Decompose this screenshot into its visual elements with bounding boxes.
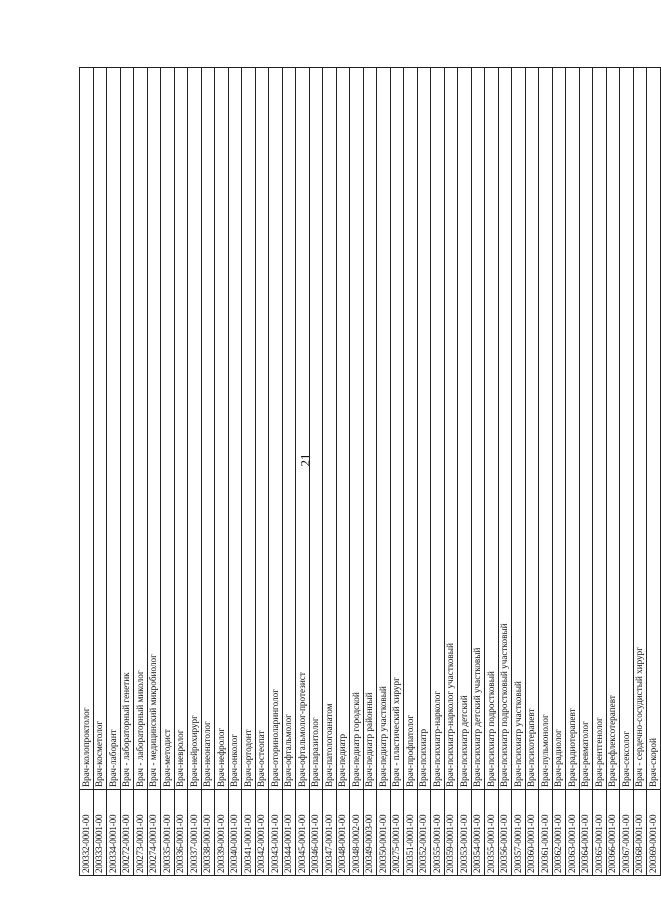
table-row bbox=[552, 68, 566, 876]
table-row bbox=[404, 68, 418, 876]
occupation-name-cell: Врач-психиатр подростковый bbox=[485, 68, 499, 790]
table-row bbox=[458, 68, 472, 876]
occupation-name-cell: Врач-офтальмолог-протезист bbox=[296, 68, 310, 790]
occupation-code-cell: 200369-0001-00 bbox=[647, 790, 661, 876]
table-row bbox=[539, 68, 553, 876]
occupation-code-table bbox=[79, 67, 661, 876]
table-row bbox=[309, 68, 323, 876]
occupation-code-cell: 200365-0001-00 bbox=[593, 790, 607, 876]
table-row bbox=[647, 68, 661, 876]
occupation-code-cell: 200275-0001-00 bbox=[390, 790, 404, 876]
table-row bbox=[377, 68, 391, 876]
occupation-name-cell: Врач-педиатр bbox=[336, 68, 350, 790]
occupation-name-cell: Врач-неонатолог bbox=[201, 68, 215, 790]
table-row bbox=[606, 68, 620, 876]
table-row bbox=[228, 68, 242, 876]
occupation-name-cell: Врач-психиатр детский bbox=[458, 68, 472, 790]
rotated-table-container bbox=[79, 68, 658, 876]
occupation-name-cell: Врач - лабораторный миколог bbox=[134, 68, 148, 790]
occupation-name-cell: Врач - пластический хирург bbox=[390, 68, 404, 790]
table-row bbox=[93, 68, 107, 876]
table-row bbox=[444, 68, 458, 876]
occupation-code-cell: 200344-0001-00 bbox=[282, 790, 296, 876]
table-row bbox=[471, 68, 485, 876]
table-row bbox=[134, 68, 148, 876]
occupation-code-cell: 200357-0001-00 bbox=[512, 790, 526, 876]
occupation-name-cell: Врач-паразитолог bbox=[309, 68, 323, 790]
occupation-name-cell: Врач-ревматолог bbox=[579, 68, 593, 790]
occupation-code-cell: 200364-0001-00 bbox=[579, 790, 593, 876]
table-row bbox=[593, 68, 607, 876]
occupation-code-cell: 200352-0001-00 bbox=[417, 790, 431, 876]
occupation-name-cell: Врач-остеопат bbox=[255, 68, 269, 790]
occupation-code-cell: 200340-0001-00 bbox=[228, 790, 242, 876]
occupation-name-cell: Врач-педиатр участковый bbox=[377, 68, 391, 790]
occupation-code-cell: 200368-0001-00 bbox=[633, 790, 647, 876]
table-row bbox=[336, 68, 350, 876]
occupation-code-cell: 200334-0001-00 bbox=[107, 790, 121, 876]
table-row bbox=[498, 68, 512, 876]
occupation-code-cell: 200342-0001-00 bbox=[255, 790, 269, 876]
occupation-name-cell: Врач-методист bbox=[161, 68, 175, 790]
occupation-code-cell: 200335-0001-00 bbox=[161, 790, 175, 876]
table-row bbox=[255, 68, 269, 876]
occupation-code-cell: 200355-0001-00 bbox=[485, 790, 499, 876]
occupation-code-cell: 200347-0001-00 bbox=[323, 790, 337, 876]
occupation-code-cell: 200367-0001-00 bbox=[620, 790, 634, 876]
table-row bbox=[579, 68, 593, 876]
occupation-name-cell: Врач-психиатр детский участковый bbox=[471, 68, 485, 790]
occupation-code-cell: 200332-0001-00 bbox=[80, 790, 94, 876]
occupation-name-cell: Врач-педиатр городской bbox=[350, 68, 364, 790]
table-row bbox=[282, 68, 296, 876]
occupation-code-cell: 200272-0001-00 bbox=[120, 790, 134, 876]
table-row bbox=[566, 68, 580, 876]
table-row bbox=[620, 68, 634, 876]
table-row bbox=[188, 68, 202, 876]
occupation-name-cell: Врач-психиатр подростковый участковый bbox=[498, 68, 512, 790]
occupation-name-cell: Врач-психиатр-нарколог bbox=[431, 68, 445, 790]
occupation-code-cell: 200366-0001-00 bbox=[606, 790, 620, 876]
occupation-code-cell: 200345-0001-00 bbox=[296, 790, 310, 876]
occupation-code-cell: 200363-0001-00 bbox=[566, 790, 580, 876]
occupation-name-cell: Врач-сексолог bbox=[620, 68, 634, 790]
occupation-name-cell: Врач-психиатр участковый bbox=[512, 68, 526, 790]
occupation-code-cell: 200273-0001-00 bbox=[134, 790, 148, 876]
occupation-code-cell: 200336-0001-00 bbox=[174, 790, 188, 876]
occupation-name-cell: Врач-нейрохирург bbox=[188, 68, 202, 790]
occupation-code-cell: 200337-0001-00 bbox=[188, 790, 202, 876]
occupation-code-cell: 200338-0001-00 bbox=[201, 790, 215, 876]
occupation-table-region bbox=[79, 68, 658, 876]
occupation-code-cell: 200355-0001-00 bbox=[431, 790, 445, 876]
occupation-name-cell: Врач - медицинский микробиолог bbox=[147, 68, 161, 790]
occupation-name-cell: Врач-радиотерапевт bbox=[566, 68, 580, 790]
table-row bbox=[161, 68, 175, 876]
occupation-name-cell: Врач-психиатр bbox=[417, 68, 431, 790]
occupation-name-cell: Врач-рефлексотерапевт bbox=[606, 68, 620, 790]
table-row bbox=[80, 68, 94, 876]
table-row bbox=[525, 68, 539, 876]
occupation-name-cell: Врач-профпатолог bbox=[404, 68, 418, 790]
occupation-code-cell: 200343-0001-00 bbox=[269, 790, 283, 876]
table-body bbox=[80, 68, 661, 876]
occupation-name-cell: Врач - лабораторный генетик bbox=[120, 68, 134, 790]
table-row bbox=[350, 68, 364, 876]
table-row bbox=[120, 68, 134, 876]
table-row bbox=[633, 68, 647, 876]
occupation-name-cell: Врач-офтальмолог bbox=[282, 68, 296, 790]
table-row bbox=[417, 68, 431, 876]
occupation-code-cell: 200353-0001-00 bbox=[458, 790, 472, 876]
occupation-code-cell: 200354-0001-00 bbox=[471, 790, 485, 876]
table-row bbox=[174, 68, 188, 876]
table-row bbox=[363, 68, 377, 876]
occupation-name-cell: Врач-нефролог bbox=[215, 68, 229, 790]
occupation-code-cell: 200356-0001-00 bbox=[498, 790, 512, 876]
occupation-name-cell: Врач-педиатр районный bbox=[363, 68, 377, 790]
table-row bbox=[512, 68, 526, 876]
occupation-name-cell: Врач-рентгенолог bbox=[593, 68, 607, 790]
table-row bbox=[147, 68, 161, 876]
occupation-code-cell: 200339-0001-00 bbox=[215, 790, 229, 876]
occupation-code-cell: 200350-0001-00 bbox=[377, 790, 391, 876]
occupation-name-cell: Врач-лаборант bbox=[107, 68, 121, 790]
occupation-code-cell: 200359-0001-00 bbox=[444, 790, 458, 876]
page-number: 21 bbox=[297, 453, 313, 467]
occupation-code-cell: 200348-0001-00 bbox=[336, 790, 350, 876]
table-row bbox=[215, 68, 229, 876]
occupation-name-cell: Врач-радиолог bbox=[552, 68, 566, 790]
occupation-name-cell: Врач - сердечно-сосудистый хирург bbox=[633, 68, 647, 790]
table-row bbox=[485, 68, 499, 876]
occupation-name-cell: Врач-оториноларинголог bbox=[269, 68, 283, 790]
table-row bbox=[242, 68, 256, 876]
occupation-code-cell: 200333-0001-00 bbox=[93, 790, 107, 876]
table-row bbox=[201, 68, 215, 876]
occupation-name-cell: Врач-психиатр-нарколог участковый bbox=[444, 68, 458, 790]
occupation-name-cell: Врач-психотерапевт bbox=[525, 68, 539, 790]
occupation-code-cell: 200348-0002-00 bbox=[350, 790, 364, 876]
table-row bbox=[431, 68, 445, 876]
occupation-name-cell: Врач-пульмонолог bbox=[539, 68, 553, 790]
occupation-code-cell: 200341-0001-00 bbox=[242, 790, 256, 876]
occupation-name-cell: Врач-невролог bbox=[174, 68, 188, 790]
occupation-code-cell: 200351-0001-00 bbox=[404, 790, 418, 876]
table-row bbox=[296, 68, 310, 876]
occupation-code-cell: 200360-0001-00 bbox=[525, 790, 539, 876]
occupation-code-cell: 200349-0003-00 bbox=[363, 790, 377, 876]
occupation-name-cell: Врач-скорой bbox=[647, 68, 661, 790]
occupation-code-cell: 200346-0001-00 bbox=[309, 790, 323, 876]
table-row bbox=[390, 68, 404, 876]
occupation-code-cell: 200361-0001-00 bbox=[539, 790, 553, 876]
table-row bbox=[323, 68, 337, 876]
occupation-name-cell: Врач-колопроктолог bbox=[80, 68, 94, 790]
occupation-name-cell: Врач-онколог bbox=[228, 68, 242, 790]
occupation-code-cell: 200362-0001-00 bbox=[552, 790, 566, 876]
occupation-name-cell: Врач-ортодонт bbox=[242, 68, 256, 790]
occupation-name-cell: Врач-патологоанатом bbox=[323, 68, 337, 790]
table-row bbox=[107, 68, 121, 876]
occupation-name-cell: Врач-косметолог bbox=[93, 68, 107, 790]
table-row bbox=[269, 68, 283, 876]
occupation-code-cell: 200274-0001-00 bbox=[147, 790, 161, 876]
